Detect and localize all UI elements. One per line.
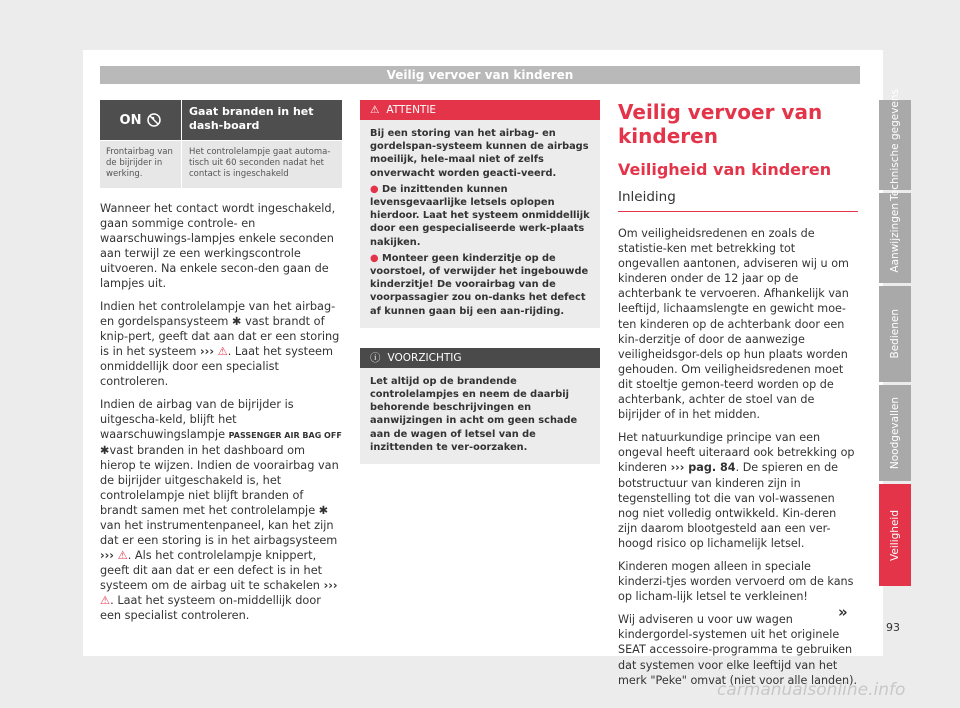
- tab-label: Noodgevallen: [889, 396, 901, 470]
- paragraph-child-seats: Kinderen mogen alleen in speciale kinderzi-tjes worden vervoerd om de kans op licham-lijk letsel te verkleinen!: [618, 559, 854, 604]
- caution-paragraph: Let altijd op de brandende controlelampjes en neem de daarbij behorende beschrijvingen en aanwijzingen in acht om geen schade aan de wagen of letsel van de inzittenden te ver-oorzaken.: [370, 375, 578, 453]
- bullet-text: Monteer geen kinderzitje op de voorstoel, of verwijder het ingebouwde kinderzitje! De voorairbag van de voorpassagier zou on-danks het defect af kunnen gaan bij een aan-rijding.: [370, 252, 589, 317]
- table-cell-description: Het controlelampje gaat automa-tisch uit 60 seconden nadat het contact is ingeschakeld: [189, 147, 331, 179]
- table-icon-cell: [100, 100, 182, 140]
- warning-box-header: [360, 100, 600, 120]
- watermark: carmanualsonline.info: [717, 680, 906, 700]
- paragraph-intro: Om veiligheidsredenen en zoals de statistie-ken met betrekking tot ongevallen aantonen, adviseren wij u om kinderen onder de 12 jaar op de achterbank te vervoeren. Afhankelijk van leeftijd, lichaamslengte en gewicht moe-ten kinderen op de achterbank door een kin-derzitje of door de aanwezige veiligheidsgor-dels op hun plaats worden gehouden. Om veiligheidsredenen moet dit stoeltje gemon-teerd worden op de achterbank, achter de stoel van de bijrijder of in het midden.: [618, 227, 849, 422]
- tab-veiligheid[interactable]: [879, 484, 911, 586]
- table-cell-state: Frontairbag van de bijrijder in werking.: [100, 141, 182, 188]
- warning-triangle-icon: ⚠: [370, 104, 380, 116]
- paragraph-passenger-airbag: [100, 397, 342, 623]
- paragraph-intro: Wanneer het contact wordt ingeschakeld, gaan sommige controle- en waarschuwings-lampjes enkele seconden aan terwijl ze een werkingscontrole uitvoeren. Na enkele secon-den gaan de lampjes uit.: [100, 202, 336, 290]
- section-title: Veilig vervoer van kinderen: [618, 100, 823, 148]
- warning-bullet-item: [370, 252, 592, 318]
- warning-box-body: [360, 120, 600, 328]
- passenger-airbag-off-icon: [147, 113, 161, 127]
- tab-label: Veiligheid: [889, 509, 901, 561]
- warning-triangle-icon: ⚠: [217, 345, 228, 358]
- page-header: Veilig vervoer van kinderen: [100, 66, 860, 84]
- tab-label: Bedienen: [889, 309, 901, 359]
- caution-box-header: [360, 348, 600, 368]
- column-right: [618, 100, 858, 688]
- column-middle: [360, 100, 600, 464]
- caution-box-body: [360, 368, 600, 464]
- caution-box: [360, 348, 600, 464]
- chapter-sidebar: [879, 89, 911, 589]
- airbag-seat-icon: ✱: [318, 504, 329, 517]
- tab-noodgevallen[interactable]: [879, 385, 911, 481]
- tab-label: Aanwijzingen: [889, 203, 901, 273]
- table-header-row: [100, 100, 342, 140]
- continue-arrow-icon: »: [838, 603, 848, 621]
- text-segment: . Laat het systeem onmiddellijk door een specialist controleren.: [100, 345, 333, 388]
- table-row: [100, 140, 342, 188]
- warning-title: ATTENTIE: [386, 104, 437, 116]
- text-segment: van het instrumentenpaneel, kan het zijn dat er een storing is in het airbagsysteem: [100, 519, 338, 547]
- text-segment: Het natuurkundige principe van een ongeval heeft uiteraard ook betrekking op kinderen: [618, 431, 855, 475]
- subheading: Inleiding: [618, 189, 858, 212]
- column-left: [100, 100, 342, 623]
- page-number: 93: [886, 621, 900, 634]
- text-segment: . Laat het systeem on-middellijk door een specialist controleren.: [100, 594, 321, 622]
- on-indicator-icon: ON: [119, 112, 142, 128]
- cross-reference-link[interactable]: ››› pag. 84: [670, 461, 736, 475]
- warning-triangle-icon: ⚠: [117, 549, 128, 562]
- text-segment: . De spieren en de botstructuur van kinderen zijn in tegenstelling tot die van vol-wassenen nog niet volledig ontwikkeld. Kin-deren zijn daarom blootgesteld aan een ver-hoogd risico op lichamelijk letsel.: [618, 461, 839, 550]
- tab-label: Technische gegevens: [889, 89, 901, 201]
- airbag-off-icon: ✱: [100, 444, 110, 457]
- text-segment: Indien het controlelampje van het airbag- en gordelspansysteem: [100, 300, 336, 328]
- paragraph-airbag-lamp: [100, 299, 342, 389]
- tab-technische-gegevens[interactable]: [879, 89, 911, 201]
- warning-box: [360, 100, 600, 328]
- info-circle-icon: ⓘ: [370, 352, 381, 365]
- airbag-seat-icon: ✱: [232, 315, 242, 328]
- warning-paragraph: Bij een storing van het airbag- en gordelspan-systeem kunnen de airbags moeilijk, hele-maal niet of zelfs onverwacht worden geacti-veerd.: [370, 128, 589, 179]
- passenger-airbag-off-label: PASSENGER AIR BAG OFF: [228, 431, 342, 440]
- bullet-icon: ●: [370, 183, 379, 195]
- tab-bedienen[interactable]: [879, 286, 911, 382]
- paragraph-recommendation: Wij adviseren u voor uw wagen kindergordel-systemen uit het originele SEAT accessoire-programma te gebruiken dat systemen voor elke leeftijd van het merk "Peke" omvat (niet voor alle landen).: [618, 613, 858, 687]
- indicator-table: [100, 100, 342, 188]
- cross-reference-link[interactable]: ›››: [100, 549, 114, 562]
- tab-aanwijzingen[interactable]: [879, 193, 911, 283]
- text-segment: vast branden in het dashboard om hierop te wijzen. Indien de voorairbag van de bijrijder uitgeschakeld is, het controlelampje niet blijft branden of brandt samen met het controlelampje: [100, 444, 339, 517]
- warning-bullet-item: [370, 183, 592, 249]
- text-segment: . Als het controlelampje knippert, geeft dit aan dat er een defect is in het systeem om de airbag uit te schakelen: [100, 549, 323, 592]
- bullet-text: De inzittenden kunnen levensgevaarlijke letsels oplopen hierdoor. Laat het systeem onmiddellijk door een gespecialiseerde werk-plaats nakijken.: [370, 183, 590, 248]
- subsection-title: Veiligheid van kinderen: [618, 160, 832, 179]
- text-segment: Indien de airbag van de bijrijder is uitgescha-keld, blijft het waarschuwingslampje: [100, 398, 294, 441]
- warning-triangle-icon: ⚠: [100, 594, 111, 607]
- bullet-icon: ●: [370, 252, 379, 264]
- cross-reference-link[interactable]: ›››: [323, 579, 338, 592]
- caution-title: VOORZICHTIG: [387, 351, 462, 364]
- paragraph-physics: [618, 430, 858, 551]
- cross-reference-link[interactable]: ›››: [200, 345, 214, 358]
- table-header-text: Gaat branden in het dash-board: [189, 105, 314, 132]
- text-segment: vast brandt of knip-pert, geeft dat aan dat er een storing is in het systeem: [100, 315, 340, 358]
